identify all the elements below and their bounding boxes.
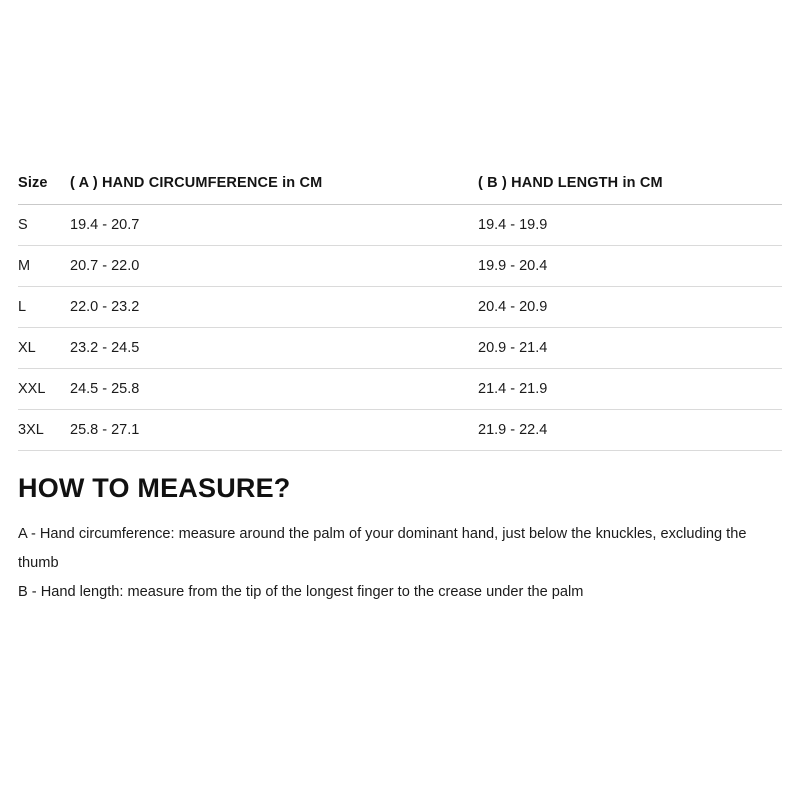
column-header-hand-length: ( B ) HAND LENGTH in CM [478, 175, 782, 205]
cell-hand-circumference: 19.4 - 20.7 [70, 205, 478, 246]
table-row [18, 205, 782, 246]
cell-hand-length: 19.9 - 20.4 [478, 246, 782, 287]
table-row [18, 246, 782, 287]
cell-size: 3XL [18, 410, 70, 451]
cell-size: M [18, 246, 70, 287]
table-header [18, 175, 782, 205]
column-header-size: Size [18, 175, 70, 205]
column-header-hand-circumference: ( A ) HAND CIRCUMFERENCE in CM [70, 175, 478, 205]
cell-size: XL [18, 328, 70, 369]
size-chart-table [18, 175, 782, 451]
cell-hand-circumference: 22.0 - 23.2 [70, 287, 478, 328]
cell-size: S [18, 205, 70, 246]
table-row [18, 287, 782, 328]
table-row [18, 369, 782, 410]
cell-hand-length: 21.9 - 22.4 [478, 410, 782, 451]
cell-hand-circumference: 23.2 - 24.5 [70, 328, 478, 369]
cell-hand-circumference: 20.7 - 22.0 [70, 246, 478, 287]
how-to-measure-list [18, 520, 782, 607]
table-header-row [18, 175, 782, 205]
cell-hand-length: 20.4 - 20.9 [478, 287, 782, 328]
size-chart-content [18, 175, 782, 607]
how-to-measure-title: HOW TO MEASURE? [18, 473, 291, 503]
measure-instruction-a: A - Hand circumference: measure around the palm of your dominant hand, just below the knuckles, excluding the thumb [18, 526, 747, 571]
cell-hand-circumference: 24.5 - 25.8 [70, 369, 478, 410]
cell-hand-circumference: 25.8 - 27.1 [70, 410, 478, 451]
cell-hand-length: 19.4 - 19.9 [478, 205, 782, 246]
table-row [18, 328, 782, 369]
cell-hand-length: 20.9 - 21.4 [478, 328, 782, 369]
table-row [18, 410, 782, 451]
table-body [18, 205, 782, 451]
measure-instruction-b: B - Hand length: measure from the tip of the longest finger to the crease under the palm [18, 584, 584, 600]
cell-hand-length: 21.4 - 21.9 [478, 369, 782, 410]
cell-size: L [18, 287, 70, 328]
cell-size: XXL [18, 369, 70, 410]
